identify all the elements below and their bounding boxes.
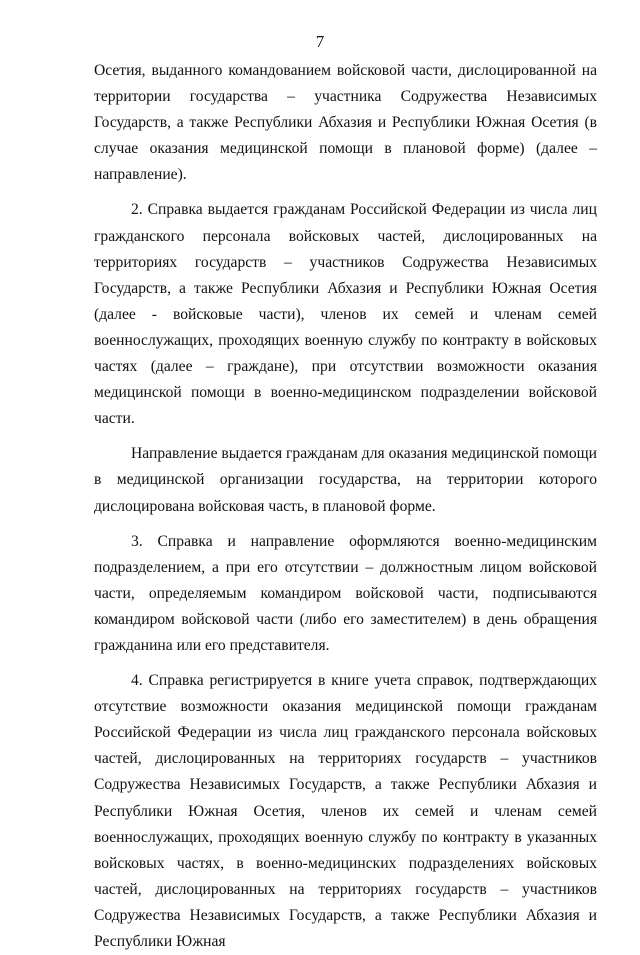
document-body bbox=[94, 58, 597, 955]
paragraph-continuation: Осетия, выданного командованием войсковой части, дислоцированной на территории государства – участника Содружества Независимых Государств, а также Республики Абхазия и Республики Южная Осетия (в случае оказания медицинской помощи в плановой форме) (далее – направление). bbox=[94, 62, 597, 184]
paragraph-item-2: 2. Справка выдается гражданам Российской Федерации из числа лиц гражданского персонала войсковых частей, дислоцированных на территориях государств – участников Содружества Независимых Государств, а также Республики Абхазия и Республики Южная Осетия (далее - войсковые части), членов их семей и членам семей военнослужащих, проходящих военную службу по контракту в войсковых частях (далее – граждане), при отсутствии возможности оказания медицинской помощи в военно-медицинском подразделении войсковой части. bbox=[94, 201, 597, 428]
paragraph-item-4: 4. Справка регистрируется в книге учета справок, подтверждающих отсутствие возможности оказания медицинской помощи гражданам Российской Федерации из числа лиц гражданского персонала войсковых частей, дислоцированных на территориях государств – участников Содружества Независимых Государств, а также Республики Абхазия и Республики Южная Осетия, членов их семей и членам семей военнослужащих, проходящих военную службу по контракту в указанных войсковых частях, в военно-медицинских подразделениях войсковых частей, дислоцированных на территориях государств – участников Содружества Независимых Государств, а также Республики Абхазия и Республики Южная bbox=[94, 672, 597, 950]
paragraph-item-3: 3. Справка и направление оформляются военно-медицинским подразделением, а при его отсутствии – должностным лицом войсковой части, определяемым командиром войсковой части, подписываются командиром войсковой части (либо его заместителем) в день обращения гражданина или его представителя. bbox=[94, 532, 597, 654]
paragraph-referral: Направление выдается гражданам для оказания медицинской помощи в медицинской организации государства, на территории которого дислоцирована войсковая часть, в плановой форме. bbox=[94, 445, 597, 515]
page-number: 7 bbox=[315, 32, 325, 51]
